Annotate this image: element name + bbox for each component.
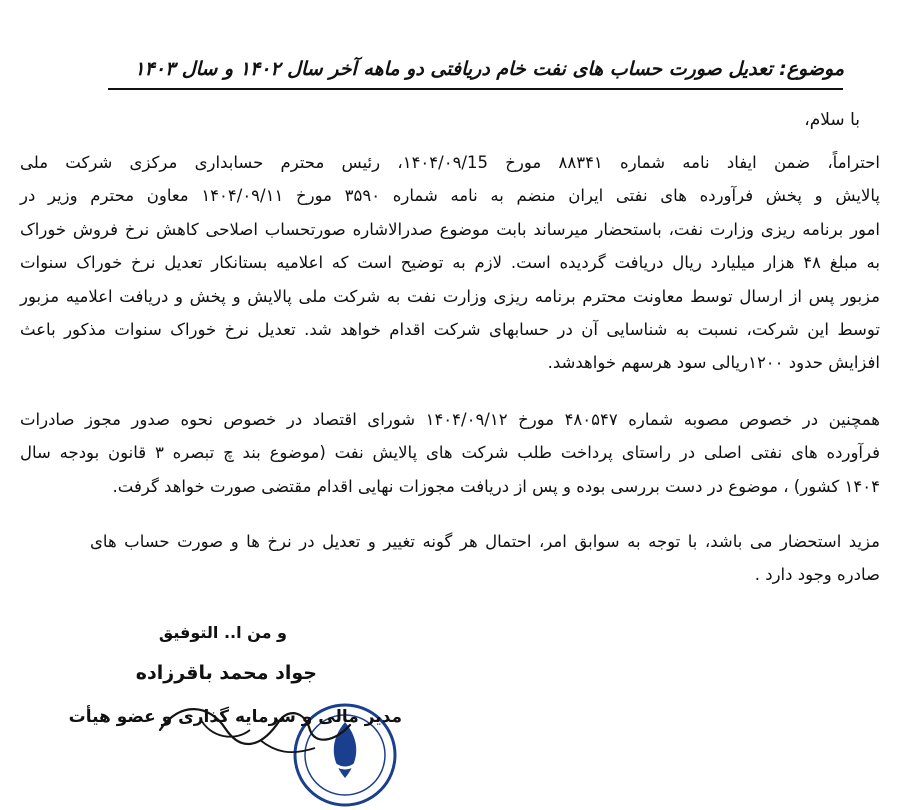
paragraph-line: فرآورده های نفتی اصلی در راستای پرداخت طلب شرکت های پالایش نفت (موضوع بند چ تبصره ۳ قانون بودجه سال bbox=[20, 443, 880, 463]
paragraph-line: توسط این شرکت، نسبت به شناسایی آن در حسابهای شرکت اقدام خواهد شد. تعدیل نرخ خوراک سنوات مذکور باعث bbox=[20, 320, 880, 340]
body-paragraph-1 bbox=[20, 146, 880, 380]
body-paragraph-3 bbox=[90, 525, 880, 592]
signer-name: جواد محمد باقرزاده bbox=[135, 662, 317, 684]
paragraph-line: صادره وجود دارد . bbox=[754, 565, 880, 585]
handwritten-signature-icon bbox=[140, 690, 370, 766]
paragraph-line: ۱۴۰۴ کشور) ، موضوع در دست بررسی بوده و پس از دریافت مجوزات نهایی اقدام مقتضی صورت خواهد گرفت. bbox=[112, 476, 880, 496]
closing-phrase: و من ا.. التوفیق bbox=[158, 623, 287, 642]
letter-subject: موضوع: تعدیل صورت حساب های نفت خام دریافتی دو ماهه آخر سال ۱۴۰۲ و سال ۱۴۰۳ bbox=[134, 58, 844, 80]
paragraph-line: مزبور پس از ارسال توسط معاونت محترم برنامه ریزی وزارت نفت به شرکت ملی پالایش و پخش و دریافت اعلامیه مزبور bbox=[20, 286, 880, 306]
subject-underline bbox=[108, 88, 843, 90]
greeting: با سلام، bbox=[804, 110, 860, 130]
paragraph-line: افزایش حدود ۱۲۰۰ریالی سود هرسهم خواهدشد. bbox=[547, 353, 880, 373]
signer-title: مدیر مالی و سرمایه گذاری و عضو هیأت bbox=[68, 707, 402, 727]
paragraph-line: احتراماً، ضمن ایفاد نامه شماره ۸۸۳۴۱ مورخ ۱۴۰۴/۰۹/15، رئیس محترم حسابداری مرکزی شرکت ملی bbox=[20, 153, 880, 172]
body-paragraph-2 bbox=[20, 403, 880, 503]
paragraph-line: به مبلغ ۴۸ هزار میلیارد ریال دریافت گردیده است. لازم به توضیح است که اعلامیه بستانکار تعدیل نرخ خوراک سنوات bbox=[20, 253, 880, 273]
paragraph-line: همچنین در خصوص مصوبه شماره ۴۸۰۵۴۷ مورخ ۱۴۰۴/۰۹/۱۲ شورای اقتصاد در خصوص نحوه صدور مجوز صادرات bbox=[20, 410, 880, 429]
paragraph-line: امور برنامه ریزی وزارت نفت، باستحضار میرساند بابت موضوع صدرالاشاره صورتحساب اصلاحی کاهش نرخ فروش خوراک bbox=[20, 219, 880, 239]
paragraph-line: پالایش و پخش فرآورده های نفتی ایران منضم به نامه شماره ۳۵۹۰ مورخ ۱۴۰۴/۰۹/۱۱ معاون محترم وزیر در bbox=[20, 186, 880, 206]
paragraph-line: مزید استحضار می باشد، با توجه به سوابق امر، احتمال هر گونه تغییر و تعدیل در نرخ ها و صورت حساب های bbox=[90, 532, 880, 551]
